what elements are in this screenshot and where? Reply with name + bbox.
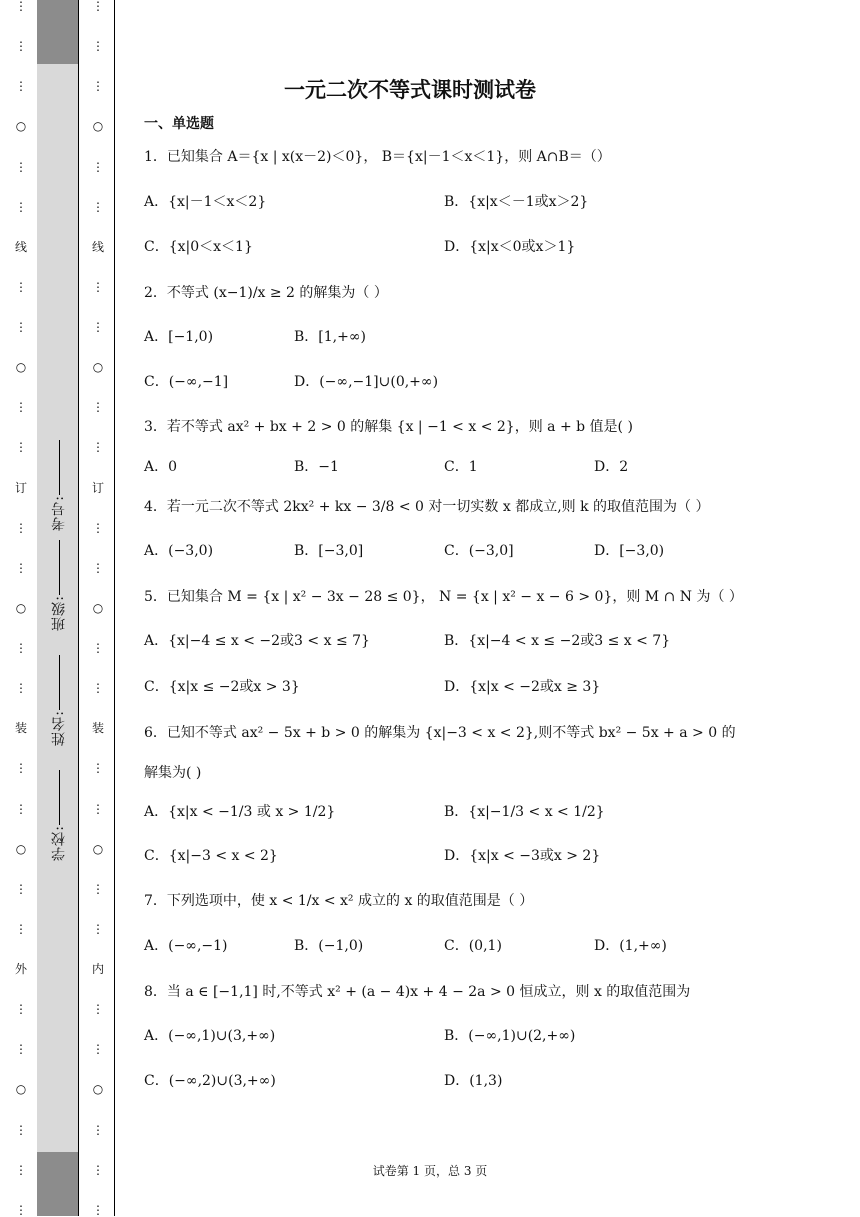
q5-option-b: B．{x|−4 < x ≤ −2或3 ≤ x < 7} — [444, 633, 671, 649]
q4-option-b: B．[−3,0] — [294, 543, 364, 559]
q2-option-a: A．[−1,0) — [144, 329, 214, 345]
exam-no-label: 考号: — [51, 495, 67, 531]
outer-mark-wai: 外 — [14, 962, 27, 976]
margin-rule — [114, 0, 115, 1216]
q3-option-b: B．−1 — [294, 459, 339, 475]
q5-option-d: D．{x|x < −2或x ≥ 3} — [444, 679, 601, 695]
exam-no-field — [44, 440, 74, 531]
q8-option-c: C．(−∞,2)∪(3,+∞) — [144, 1073, 276, 1089]
name-label: 姓名: — [51, 710, 67, 746]
q8-option-a: A．(−∞,1)∪(3,+∞) — [144, 1028, 276, 1044]
name-field — [44, 655, 74, 746]
question-4-stem: 4．若一元二次不等式 2kx² + kx − 3/8 < 0 对一切实数 x 都成立,则 k 的取值范围为（ ） — [144, 499, 710, 515]
school-label: 学校: — [51, 825, 67, 861]
class-label: 班级: — [51, 595, 67, 631]
q3-option-d: D．2 — [594, 459, 629, 475]
q5-option-a: A．{x|−4 ≤ x < −2或3 < x ≤ 7} — [144, 633, 370, 649]
q7-option-a: A．(−∞,−1) — [144, 938, 228, 954]
page-footer: 试卷第 1 页，总 3 页 — [372, 1164, 488, 1178]
question-1-stem: 1．已知集合 A＝{x | x(x－2)＜0}， B＝{x|－1＜x＜1}，则 A∩B＝（） — [144, 149, 611, 165]
margin-rule — [78, 0, 79, 1216]
question-2-stem: 2．不等式 (x−1)/x ≥ 2 的解集为（ ） — [144, 285, 388, 301]
school-field — [44, 770, 74, 861]
q4-option-d: D．[−3,0) — [594, 543, 665, 559]
question-3-stem: 3．若不等式 ax² + bx + 2 > 0 的解集 {x | −1 < x < 2}，则 a + b 值是( ) — [144, 419, 633, 435]
q7-option-d: D．(1,+∞) — [594, 938, 667, 954]
question-8-stem: 8．当 a ∈ [−1,1] 时,不等式 x² + (a − 4)x + 4 − 2a > 0 恒成立，则 x 的取值范围为 — [144, 984, 691, 1000]
q8-option-b: B．(−∞,1)∪(2,+∞) — [444, 1028, 576, 1044]
q7-option-b: B．(−1,0) — [294, 938, 364, 954]
q6-option-c: C．{x|−3 < x < 2} — [144, 848, 278, 864]
q8-option-d: D．(1,3) — [444, 1073, 503, 1089]
q5-option-c: C．{x|x ≤ −2或x > 3} — [144, 679, 300, 695]
q7-option-c: C．(0,1) — [444, 938, 502, 954]
class-field — [44, 540, 74, 631]
q2-option-d: D．(−∞,−1]∪(0,+∞) — [294, 374, 439, 390]
q3-option-c: C．1 — [444, 459, 478, 475]
outer-mark-ding: 订 — [14, 480, 27, 495]
q6-option-d: D．{x|x < −3或x > 2} — [444, 848, 601, 864]
q6-option-b: B．{x|−1/3 < x < 1/2} — [444, 804, 605, 820]
outer-mark-zhuang: 装 — [14, 721, 27, 736]
inner-dotted-column: ⋮ ⋮ ⋮ ○ ⋮ ⋮ 线 ⋮ ⋮ ○ ⋮ ⋮ 订 ⋮ ⋮ ○ ⋮ ⋮ 装 ⋮ ⋮ ○ ⋮ ⋮ 内 ⋮ ⋮ ○ ⋮ ⋮ ⋮ — [91, 0, 104, 1217]
inner-mark-ding: 订 — [91, 480, 104, 495]
q3-option-a: A．0 — [144, 459, 178, 475]
binding-margin — [0, 0, 118, 1216]
q2-option-c: C．(−∞,−1] — [144, 374, 229, 390]
question-5-stem: 5．已知集合 M = {x | x² − 3x − 28 ≤ 0}， N = {x | x² − x − 6 > 0}，则 M ∩ N 为（ ） — [144, 589, 743, 605]
question-7-stem: 7．下列选项中，使 x < 1/x < x² 成立的 x 的取值范围是（ ） — [144, 893, 534, 909]
q1-option-c: C．{x|0＜x＜1} — [144, 239, 253, 255]
inner-mark-zhuang: 装 — [91, 721, 104, 736]
section-heading: 一、单选题 — [144, 116, 214, 132]
q1-option-b: B．{x|x＜－1或x＞2} — [444, 194, 589, 210]
q2-option-b: B．[1,+∞) — [294, 329, 366, 345]
question-6-stem-cont: 解集为( ) — [144, 765, 202, 781]
q6-option-a: A．{x|x < −1/3 或 x > 1/2} — [144, 804, 336, 820]
question-6-stem: 6．已知不等式 ax² − 5x + b > 0 的解集为 {x|−3 < x < 2},则不等式 bx² − 5x + a > 0 的 — [144, 725, 736, 741]
inner-mark-xian: 线 — [91, 239, 104, 254]
q4-option-a: A．(−3,0) — [144, 543, 214, 559]
inner-mark-nei: 内 — [91, 962, 104, 976]
q4-option-c: C．(−3,0] — [444, 543, 514, 559]
q1-option-d: D．{x|x＜0或x＞1} — [444, 239, 576, 255]
outer-mark-xian: 线 — [14, 239, 27, 254]
q1-option-a: A．{x|－1＜x＜2} — [144, 194, 267, 210]
page-title: 一元二次不等式课时测试卷 — [284, 78, 536, 102]
outer-dotted-column: ⋮ ⋮ ⋮ ○ ⋮ ⋮ 线 ⋮ ⋮ ○ ⋮ ⋮ 订 ⋮ ⋮ ○ ⋮ ⋮ 装 ⋮ ⋮ ○ ⋮ ⋮ 外 ⋮ ⋮ ○ ⋮ ⋮ ⋮ — [14, 0, 27, 1217]
grey-band-top — [37, 0, 78, 64]
